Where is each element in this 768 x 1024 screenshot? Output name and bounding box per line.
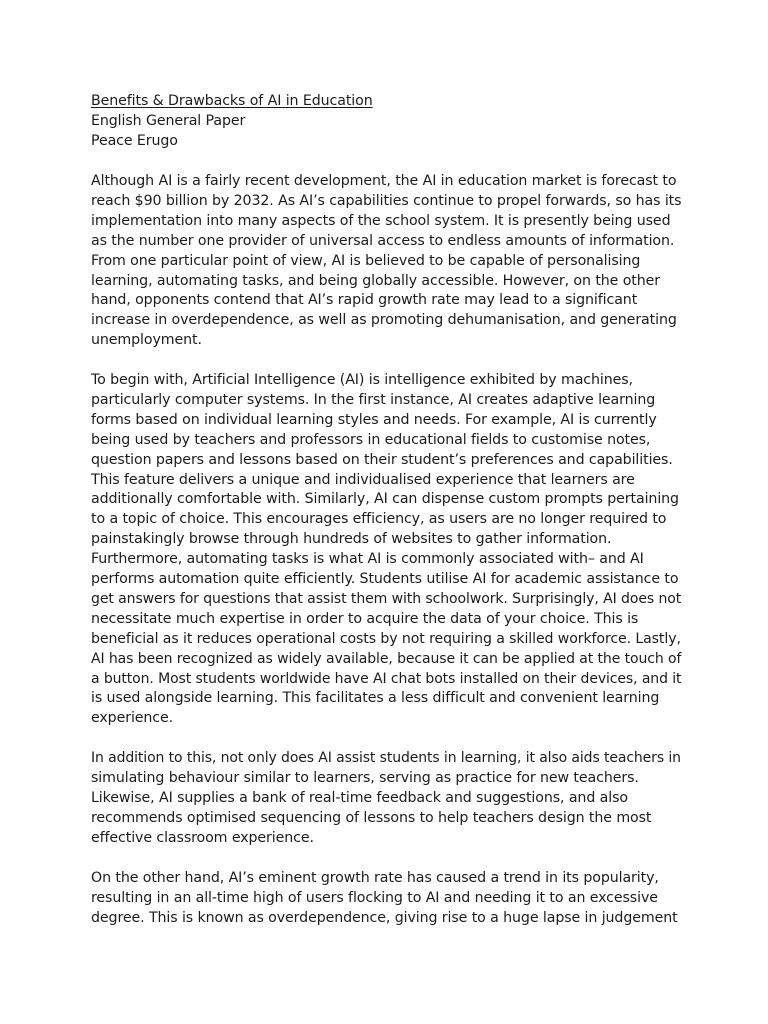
paragraph-line: In addition to this, not only does AI assist students in learning, it also aids teachers in <box>91 750 681 766</box>
paragraph-line: resulting in an all-time high of users flocking to AI and needing it to an excessive <box>91 889 658 906</box>
paragraph-line: Although AI is a fairly recent development, the AI in education market is forecast to <box>91 173 677 189</box>
paragraph-line: forms based on individual learning styles and needs. For example, AI is currently <box>91 411 657 428</box>
paragraph-line: Furthermore, automating tasks is what AI is commonly associated with– and AI <box>91 551 644 568</box>
paragraph-line: On the other hand, AI’s eminent growth rate has caused a trend in its popularity, <box>91 870 659 886</box>
paragraph-line: necessitate much expertise in order to acquire the data of your choice. This is <box>91 610 639 627</box>
paragraph-line: AI has been recognized as widely available, because it can be applied at the touch of <box>91 650 682 667</box>
paragraph-line: reach $90 billion by 2032. As AI’s capabilities continue to propel forwards, so has its <box>91 192 682 209</box>
document-subject: English General Paper <box>91 113 246 129</box>
paragraph-line: to a topic of choice. This encourages efficiency, as users are no longer required to <box>91 511 667 528</box>
paragraph-line: a button. Most students worldwide have AI chat bots installed on their devices, and it <box>91 670 682 687</box>
paragraph-line: To begin with, Artificial Intelligence (AI) is intelligence exhibited by machines, <box>91 372 633 388</box>
paragraph-line: simulating behaviour similar to learners, serving as practice for new teachers. <box>91 769 639 786</box>
paragraph-line: painstakingly browse through hundreds of websites to gather information. <box>91 531 612 548</box>
paragraph-line: particularly computer systems. In the first instance, AI creates adaptive learning <box>91 391 656 408</box>
paragraph-line: get answers for questions that assist them with schoolwork. Surprisingly, AI does not <box>91 590 682 607</box>
paragraph-line: effective classroom experience. <box>91 829 314 846</box>
paragraph-line: implementation into many aspects of the school system. It is presently being used <box>91 212 671 229</box>
paragraph-line: learning, automating tasks, and being globally accessible. However, on the other <box>91 272 661 289</box>
paragraph-line: This feature delivers a unique and individualised experience that learners are <box>91 471 635 488</box>
paragraph-line: experience. <box>91 710 174 727</box>
paragraph-line: question papers and lessons based on their student’s preferences and capabilities. <box>91 451 673 468</box>
paragraph-line: performs automation quite efficiently. Students utilise AI for academic assistance to <box>91 571 679 587</box>
paragraph-line: recommends optimised sequencing of lessons to help teachers design the most <box>91 809 652 826</box>
document-title: Benefits & Drawbacks of AI in Education <box>91 93 373 109</box>
paragraph-line: unemployment. <box>91 332 202 349</box>
paragraph-line: From one particular point of view, AI is believed to be capable of personalising <box>91 252 641 269</box>
paragraph-line: degree. This is known as overdependence, giving rise to a huge lapse in judgement <box>91 909 678 926</box>
paragraph-line: increase in overdependence, as well as promoting dehumanisation, and generating <box>91 312 677 329</box>
paragraph-line: is used alongside learning. This facilitates a less difficult and convenient learning <box>91 690 660 707</box>
paragraph-line: as the number one provider of universal access to endless amounts of information. <box>91 232 675 249</box>
paragraph-line: beneficial as it reduces operational costs by not requiring a skilled workforce. Lastly, <box>91 630 681 647</box>
paragraph-line: hand, opponents contend that AI’s rapid growth rate may lead to a significant <box>91 292 638 309</box>
document-author: Peace Erugo <box>91 133 178 149</box>
paragraph-line: additionally comfortable with. Similarly, AI can dispense custom prompts pertaining <box>91 491 679 508</box>
paragraph-line: Likewise, AI supplies a bank of real-time feedback and suggestions, and also <box>91 789 628 806</box>
paragraph-line: being used by teachers and professors in educational fields to customise notes, <box>91 431 651 448</box>
